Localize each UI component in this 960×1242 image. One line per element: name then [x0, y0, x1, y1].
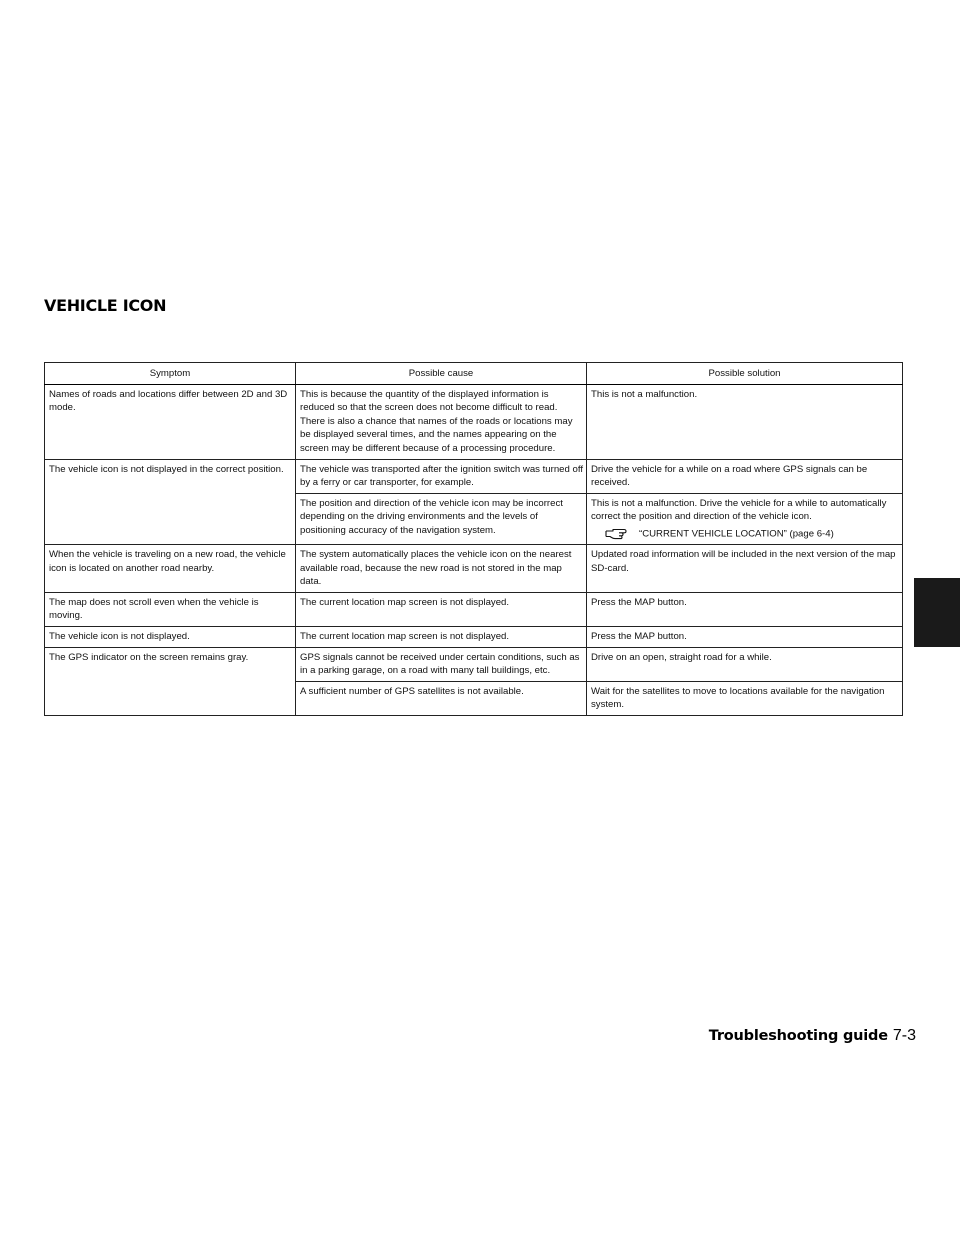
cause-cell: The vehicle was transported after the ignition switch was turned off by a ferry or car transporter, for example.	[296, 459, 587, 493]
symptom-cell: Names of roads and locations differ between 2D and 3D mode.	[45, 384, 296, 459]
page-reference	[591, 527, 900, 541]
cause-cell: The current location map screen is not displayed.	[296, 627, 587, 648]
table-row	[45, 627, 903, 648]
table-row	[45, 545, 903, 593]
chapter-tab	[914, 578, 960, 647]
symptom-cell: The vehicle icon is not displayed.	[45, 627, 296, 648]
footer-section-name: Troubleshooting guide	[708, 1028, 888, 1044]
table-row	[45, 459, 903, 493]
table-row	[45, 384, 903, 459]
solution-cell: Drive the vehicle for a while on a road where GPS signals can be received.	[587, 459, 903, 493]
solution-cell: Drive on an open, straight road for a while.	[587, 647, 903, 681]
cause-cell: The position and direction of the vehicle icon may be incorrect depending on the driving environments and the levels of positioning accuracy of the navigation system.	[296, 493, 587, 544]
solution-text: This is not a malfunction. Drive the vehicle for a while to automatically correct the position and direction of the vehicle icon.	[591, 497, 887, 523]
symptom-cell: The GPS indicator on the screen remains gray.	[45, 647, 296, 715]
header-possible-cause: Possible cause	[296, 363, 587, 385]
cause-cell: The system automatically places the vehicle icon on the nearest available road, because the new road is not stored in the map data.	[296, 545, 587, 593]
solution-cell: Wait for the satellites to move to locations available for the navigation system.	[587, 681, 903, 715]
cause-cell: A sufficient number of GPS satellites is not available.	[296, 681, 587, 715]
header-possible-solution: Possible solution	[587, 363, 903, 385]
solution-cell: Press the MAP button.	[587, 627, 903, 648]
table-row	[45, 592, 903, 626]
solution-cell: This is not a malfunction.	[587, 384, 903, 459]
troubleshooting-table	[44, 362, 903, 716]
solution-cell: Press the MAP button.	[587, 592, 903, 626]
cause-cell: GPS signals cannot be received under certain conditions, such as in a parking garage, on a road with many tall buildings, etc.	[296, 647, 587, 681]
header-symptom: Symptom	[45, 363, 296, 385]
page-number: 7-3	[892, 1027, 916, 1044]
symptom-cell: When the vehicle is traveling on a new road, the vehicle icon is located on another road nearby.	[45, 545, 296, 593]
symptom-cell: The vehicle icon is not displayed in the correct position.	[45, 459, 296, 545]
cause-cell: This is because the quantity of the displayed information is reduced so that the screen does not become difficult to read. There is also a chance that names of the roads or locations may be displayed several times, and the names appearing on the screen may be different because of a processing procedure.	[296, 384, 587, 459]
reference-text: “CURRENT VEHICLE LOCATION” (page 6-4)	[639, 528, 834, 540]
symptom-cell: The map does not scroll even when the vehicle is moving.	[45, 592, 296, 626]
cause-cell: The current location map screen is not displayed.	[296, 592, 587, 626]
solution-cell: Updated road information will be included in the next version of the map SD-card.	[587, 545, 903, 593]
table-header-row	[45, 363, 903, 385]
solution-cell	[587, 493, 903, 544]
table-row	[45, 647, 903, 681]
pointing-hand-icon	[605, 527, 627, 541]
section-title: VEHICLE ICON	[44, 296, 167, 315]
page-footer	[709, 1027, 916, 1045]
